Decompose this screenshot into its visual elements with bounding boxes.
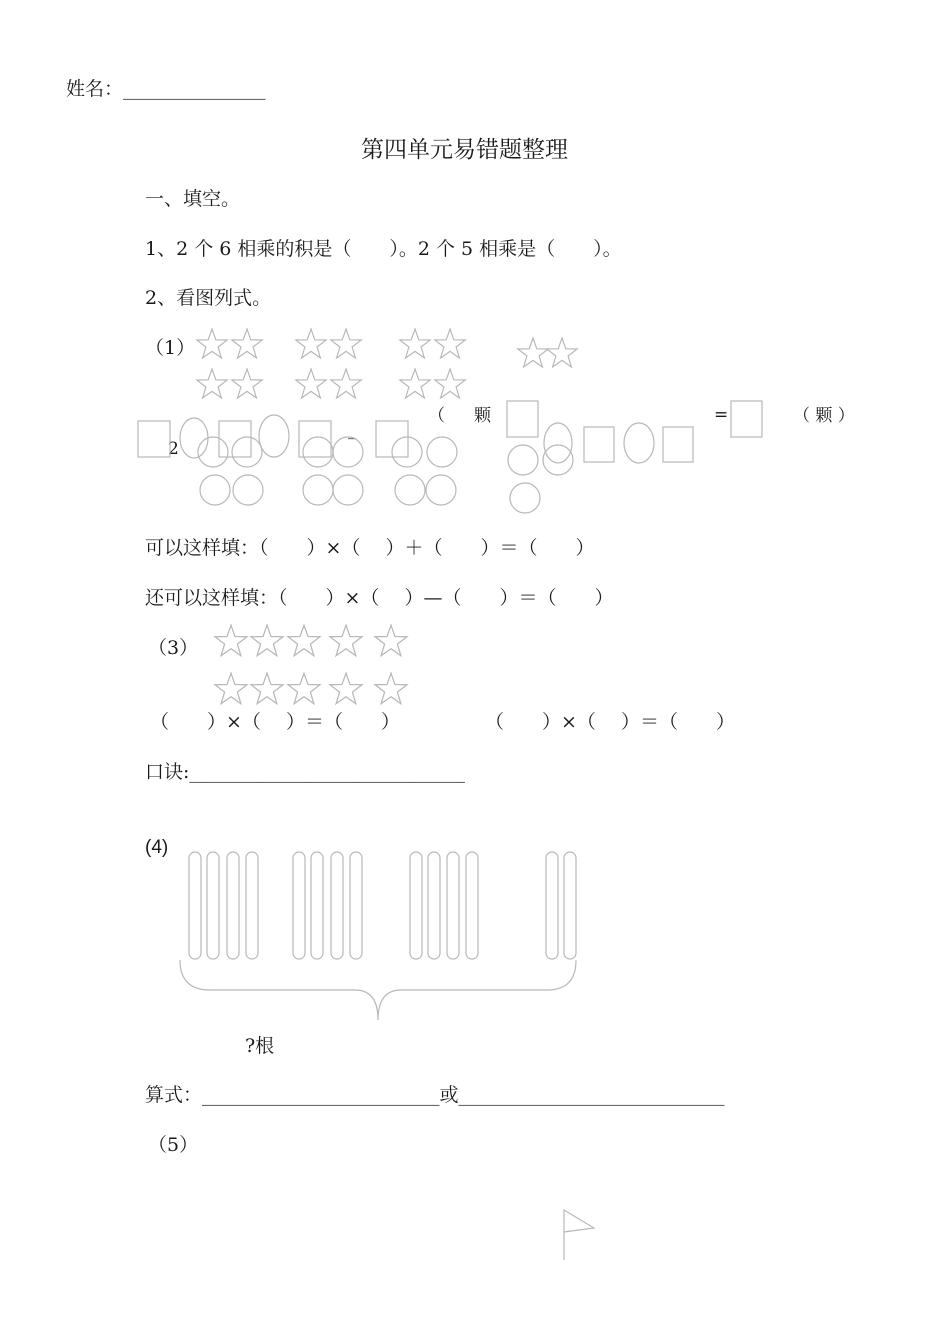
circle-outline-icon: [508, 445, 538, 475]
circle-outline-icon: [303, 437, 333, 467]
part-3-label: （3）: [148, 637, 199, 659]
square-box-icon: [219, 421, 251, 457]
circle-outline-icon: [333, 475, 363, 505]
star-outline-icon: [251, 625, 283, 655]
circle-outline-icon: [233, 475, 263, 505]
stick-icon: [189, 852, 201, 959]
star-outline-icon: [375, 625, 407, 655]
stick-icon: [246, 852, 258, 959]
star-outline-icon: [547, 338, 577, 367]
star-outline-icon: [296, 329, 326, 358]
unit-answer: （ 颗 ）: [793, 406, 855, 426]
fill-way-1: 可以这样填：（ ）×（ ）＋（ ）＝（ ）: [145, 537, 595, 559]
star-outline-icon: [215, 625, 247, 655]
square-box-icon: [507, 401, 538, 437]
minus-sign: _: [348, 420, 357, 440]
star-outline-icon: [331, 329, 361, 358]
stick-icon: [564, 852, 576, 959]
formula-line[interactable]: 算式：_________________________或____________________________: [145, 1084, 725, 1106]
star-outline-icon: [197, 369, 227, 398]
star-outline-icon: [288, 673, 320, 703]
flag-icon: [564, 1210, 594, 1260]
star-outline-icon: [197, 329, 227, 358]
square-box-icon: [584, 427, 614, 462]
curly-brace-icon: [180, 960, 576, 1020]
star-outline-icon: [518, 338, 548, 367]
stick-icon: [428, 852, 440, 959]
circle-outline-icon: [395, 475, 425, 505]
stick-icon: [227, 852, 239, 959]
circle-outline-icon: [543, 445, 573, 475]
circle-outline-icon: [624, 423, 654, 463]
question-1: 1、2 个 6 相乘的积是（ ）。2 个 5 相乘是（ ）。: [145, 238, 622, 260]
star-outline-icon: [400, 369, 430, 398]
equation-right: （ ）×（ ）＝（ ）: [485, 711, 735, 733]
stick-icon: [466, 852, 478, 959]
star-outline-icon: [296, 369, 326, 398]
paren-open: （: [428, 406, 445, 426]
circle-outline-icon: [426, 475, 456, 505]
star-outline-icon: [375, 673, 407, 703]
star-outline-icon: [400, 329, 430, 358]
stick-icon: [331, 852, 343, 959]
circle-outline-icon: [303, 475, 333, 505]
star-outline-icon: [215, 673, 247, 703]
stick-icon: [350, 852, 362, 959]
circle-outline-icon: [392, 437, 422, 467]
star-outline-icon: [435, 329, 465, 358]
equals-sign: =: [714, 405, 729, 425]
star-outline-icon: [331, 369, 361, 398]
star-outline-icon: [330, 625, 362, 655]
circle-outline-icon: [259, 415, 289, 457]
part-5-label: （5）: [148, 1134, 199, 1156]
circle-outline-icon: [544, 423, 572, 463]
circle-outline-icon: [232, 437, 262, 467]
star-outline-icon: [251, 673, 283, 703]
star-outline-icon: [330, 673, 362, 703]
part-4-label: (4): [145, 837, 169, 858]
stick-icon: [447, 852, 459, 959]
student-name-field[interactable]: 姓名：_______________: [66, 78, 266, 100]
star-outline-icon: [288, 625, 320, 655]
question-2-heading: 2、看图列式。: [145, 287, 272, 309]
star-outline-icon: [232, 369, 262, 398]
worksheet-title: 第四单元易错题整理: [361, 137, 568, 163]
stick-icon: [207, 852, 219, 959]
fill-way-2: 还可以这样填：（ ）×（ ）—（ ）＝（ ）: [145, 587, 614, 609]
square-box-icon: [663, 427, 693, 462]
circle-outline-icon: [198, 437, 228, 467]
square-box-icon: [731, 401, 762, 437]
stick-icon: [546, 852, 558, 959]
stick-icon: [293, 852, 305, 959]
circle-outline-icon: [180, 418, 208, 458]
part-1-label: （1）: [145, 337, 196, 359]
star-outline-icon: [232, 329, 262, 358]
circle-outline-icon: [200, 475, 230, 505]
part-2-label: 2: [168, 439, 179, 459]
circle-outline-icon: [333, 437, 363, 467]
stick-icon: [311, 852, 323, 959]
section-heading: 一、填空。: [145, 188, 241, 210]
question-mark-label: ?根: [245, 1035, 275, 1057]
circle-outline-icon: [427, 437, 457, 467]
equation-left: （ ）×（ ）＝（ ）: [150, 711, 400, 733]
star-outline-icon: [435, 369, 465, 398]
koujue-line[interactable]: 口诀:_____________________________: [145, 761, 465, 783]
unit-label: 颗: [474, 406, 491, 426]
circle-outline-icon: [510, 483, 540, 513]
square-box-icon: [138, 421, 170, 457]
stick-icon: [410, 852, 422, 959]
